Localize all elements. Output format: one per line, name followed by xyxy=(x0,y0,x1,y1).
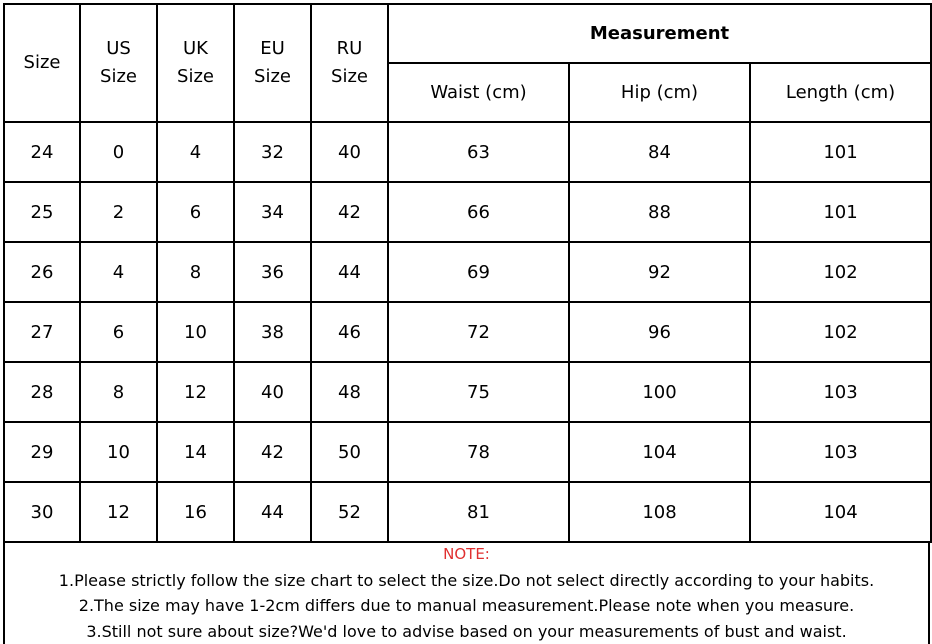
cell-us: 10 xyxy=(80,422,157,482)
cell-hip: 88 xyxy=(569,182,750,242)
cell-size: 29 xyxy=(4,422,80,482)
cell-waist: 75 xyxy=(388,362,569,422)
header-us-size: US Size xyxy=(80,4,157,122)
cell-waist: 78 xyxy=(388,422,569,482)
cell-ru: 48 xyxy=(311,362,388,422)
table-row xyxy=(4,302,931,362)
cell-hip: 84 xyxy=(569,122,750,182)
cell-size: 27 xyxy=(4,302,80,362)
cell-eu: 38 xyxy=(234,302,311,362)
cell-us: 8 xyxy=(80,362,157,422)
cell-size: 28 xyxy=(4,362,80,422)
cell-ru: 42 xyxy=(311,182,388,242)
cell-eu: 44 xyxy=(234,482,311,542)
cell-waist: 63 xyxy=(388,122,569,182)
header-waist: Waist (cm) xyxy=(388,63,569,122)
size-table xyxy=(3,3,932,543)
notes-section xyxy=(3,541,930,644)
note-title: NOTE: xyxy=(443,545,490,563)
cell-uk: 14 xyxy=(157,422,234,482)
cell-hip: 100 xyxy=(569,362,750,422)
cell-ru: 46 xyxy=(311,302,388,362)
cell-us: 0 xyxy=(80,122,157,182)
cell-uk: 10 xyxy=(157,302,234,362)
cell-uk: 8 xyxy=(157,242,234,302)
cell-ru: 52 xyxy=(311,482,388,542)
cell-eu: 34 xyxy=(234,182,311,242)
cell-size: 25 xyxy=(4,182,80,242)
cell-length: 104 xyxy=(750,482,931,542)
header-row-top xyxy=(4,4,931,63)
cell-uk: 16 xyxy=(157,482,234,542)
cell-us: 4 xyxy=(80,242,157,302)
header-uk-size: UK Size xyxy=(157,4,234,122)
cell-length: 102 xyxy=(750,242,931,302)
cell-length: 101 xyxy=(750,182,931,242)
cell-waist: 69 xyxy=(388,242,569,302)
header-length: Length (cm) xyxy=(750,63,931,122)
table-row xyxy=(4,122,931,182)
cell-eu: 40 xyxy=(234,362,311,422)
cell-hip: 104 xyxy=(569,422,750,482)
header-eu-size: EU Size xyxy=(234,4,311,122)
cell-size: 26 xyxy=(4,242,80,302)
header-size: Size xyxy=(4,4,80,122)
cell-us: 12 xyxy=(80,482,157,542)
cell-ru: 40 xyxy=(311,122,388,182)
cell-hip: 96 xyxy=(569,302,750,362)
cell-size: 30 xyxy=(4,482,80,542)
cell-ru: 50 xyxy=(311,422,388,482)
cell-waist: 81 xyxy=(388,482,569,542)
cell-length: 103 xyxy=(750,422,931,482)
table-row xyxy=(4,482,931,542)
cell-eu: 42 xyxy=(234,422,311,482)
cell-uk: 6 xyxy=(157,182,234,242)
table-row xyxy=(4,362,931,422)
note-line-1: 1.Please strictly follow the size chart to select the size.Do not select directly according to your habits. xyxy=(58,570,875,590)
table-row xyxy=(4,422,931,482)
cell-hip: 108 xyxy=(569,482,750,542)
cell-length: 102 xyxy=(750,302,931,362)
note-line-2: 2.The size may have 1-2cm differs due to manual measurement.Please note when you measure. xyxy=(78,596,855,615)
table-body xyxy=(4,122,931,542)
cell-uk: 12 xyxy=(157,362,234,422)
header-hip: Hip (cm) xyxy=(569,63,750,122)
cell-uk: 4 xyxy=(157,122,234,182)
header-measurement: Measurement xyxy=(388,4,931,63)
cell-hip: 92 xyxy=(569,242,750,302)
cell-us: 2 xyxy=(80,182,157,242)
cell-ru: 44 xyxy=(311,242,388,302)
cell-us: 6 xyxy=(80,302,157,362)
cell-length: 103 xyxy=(750,362,931,422)
cell-waist: 72 xyxy=(388,302,569,362)
cell-eu: 32 xyxy=(234,122,311,182)
table-row xyxy=(4,242,931,302)
table-row xyxy=(4,182,931,242)
cell-waist: 66 xyxy=(388,182,569,242)
note-line-3: 3.Still not sure about size?We'd love to advise based on your measurements of bust and waist. xyxy=(86,621,847,641)
cell-length: 101 xyxy=(750,122,931,182)
header-ru-size: RU Size xyxy=(311,4,388,122)
cell-size: 24 xyxy=(4,122,80,182)
cell-eu: 36 xyxy=(234,242,311,302)
